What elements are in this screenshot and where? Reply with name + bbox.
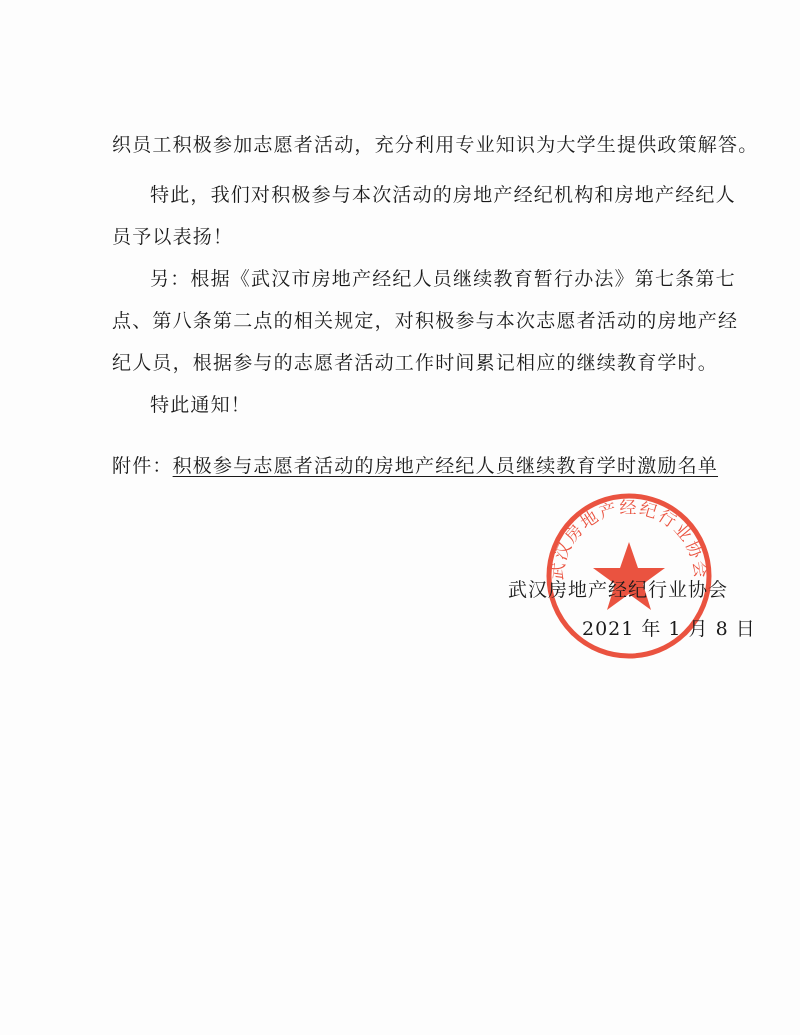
signature-organization: 武汉房地产经纪行业协会 xyxy=(508,579,729,601)
attachment-line xyxy=(112,448,718,484)
body-line-1: 织员工积极参加志愿者活动，充分利用专业知识为大学生提供政策解答。 xyxy=(112,134,759,156)
body-line-4: 另：根据《武汉市房地产经纪人员继续教育暂行办法》第七条第七 xyxy=(150,268,736,290)
body-line-5: 点、第八条第二点的相关规定，对积极参与本次志愿者活动的房地产经 xyxy=(112,310,739,332)
body-line-6: 纪人员，根据参与的志愿者活动工作时间累记相应的继续教育学时。 xyxy=(112,352,719,374)
attachment-label: 附件： xyxy=(112,455,173,477)
body-line-3: 员予以表扬！ xyxy=(112,226,234,248)
attachment-title: 积极参与志愿者活动的房地产经纪人员继续教育学时激励名单 xyxy=(172,455,719,477)
svg-text:武汉房地产经纪行业协会: 武汉房地产经纪行业协会 xyxy=(547,498,711,581)
body-text xyxy=(112,124,759,426)
body-line-2: 特此，我们对积极参与本次活动的房地产经纪机构和房地产经纪人 xyxy=(150,184,736,206)
signature-date: 2021 年 1 月 8 日 xyxy=(582,618,756,640)
body-line-7: 特此通知！ xyxy=(150,394,252,416)
